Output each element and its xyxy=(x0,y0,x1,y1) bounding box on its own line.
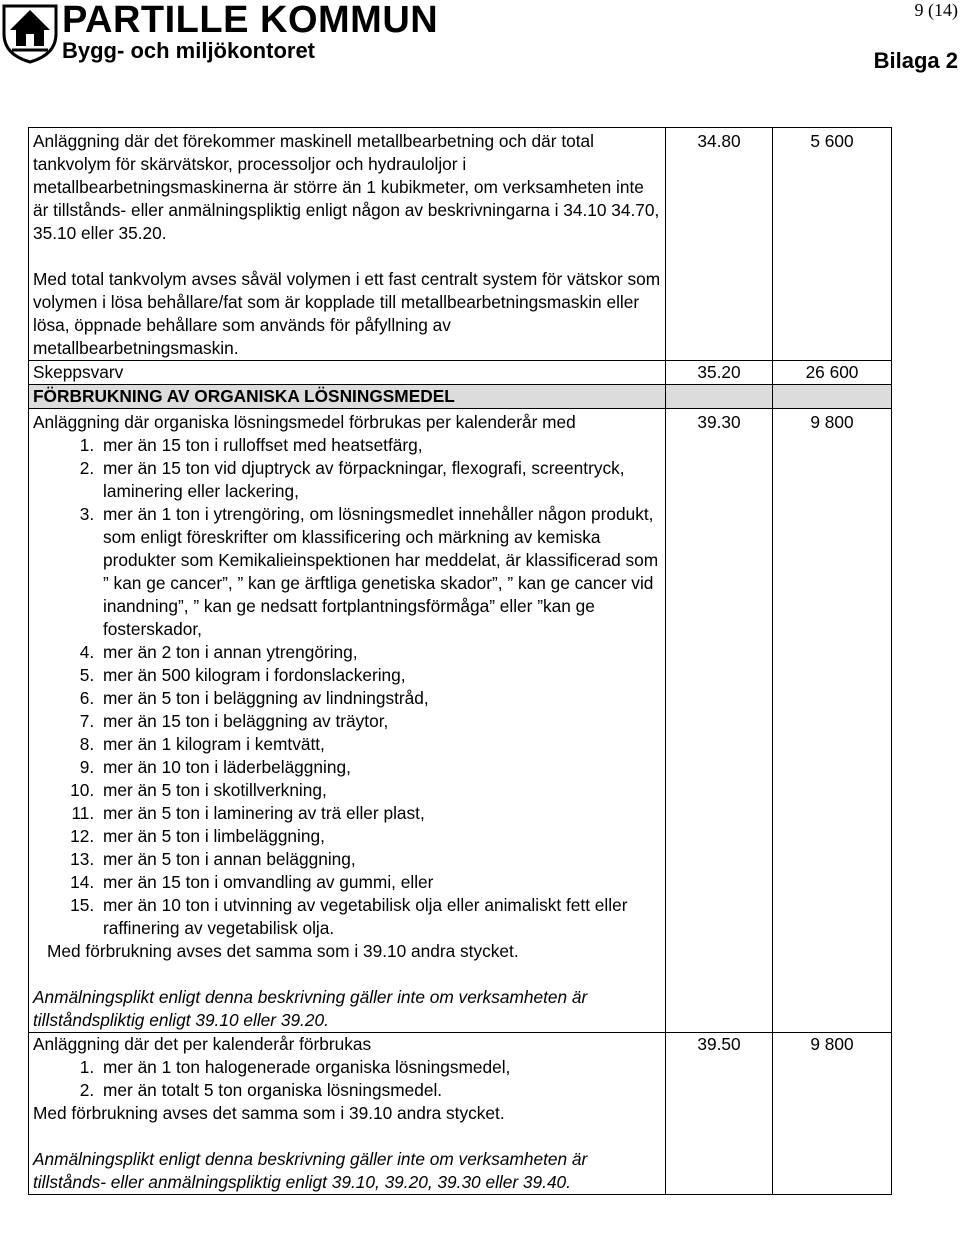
usage-note: Med förbrukning avses det samma som i 39.10 andra stycket. xyxy=(47,941,519,961)
fee-cell: 9 800 xyxy=(773,409,892,1033)
table-row xyxy=(29,128,892,361)
list-item: 7. mer än 15 ton i beläggning av träytor, xyxy=(99,710,661,733)
code-cell xyxy=(666,385,773,409)
table-row xyxy=(29,361,892,385)
list-item: 3. mer än 1 ton i ytrengöring, om lösningsmedlet innehåller någon produkt, som enligt föreskrifter om klassificering och märkning av kemiska produkter som Kemikalieinspektionen har meddelat, är klassificerad som ” kan ge cancer”, ” kan ge ärftliga genetiska skador”, ” kan ge cancer vid inandning”, ” kan ge nedsatt fortplantningsförmåga” eller ”kan ge fosterskador, xyxy=(99,503,661,641)
activity-fee-table xyxy=(28,127,892,1195)
numbered-list xyxy=(33,434,661,940)
list-item: 15. mer än 10 ton i utvinning av vegetabilisk olja eller animaliskt fett eller raffinering av vegetabilisk olja. xyxy=(99,894,661,940)
list-item: 12. mer än 5 ton i limbeläggning, xyxy=(99,825,661,848)
description-paragraph: Anläggning där det förekommer maskinell metallbearbetning och där total tankvolym för skärvätskor, processoljor och hydrauloljor i metallbearbetningsmaskinerna är större än 1 kubikmeter, om verksamheten inte är tillstånds- eller anmälningspliktig enligt någon av beskrivningarna i 34.10 34.70, 35.10 eller 35.20. xyxy=(33,131,660,243)
description-cell: Skeppsvarv xyxy=(29,361,666,385)
code-cell: 35.20 xyxy=(666,361,773,385)
description-cell xyxy=(29,409,666,1033)
list-item: 11. mer än 5 ton i laminering av trä eller plast, xyxy=(99,802,661,825)
section-heading: FÖRBRUKNING AV ORGANISKA LÖSNINGSMEDEL xyxy=(29,385,666,409)
description-paragraph: Med total tankvolym avses såväl volymen i ett fast centralt system för vätskor som volymen i lösa behållare/fat som är kopplade till metallbearbetningsmaskin eller lösa, öppnade behållare som används för påfyllning av metallbearbetningsmaskin. xyxy=(33,269,661,358)
numbered-list xyxy=(33,1056,661,1102)
table-row xyxy=(29,409,892,1033)
section-heading-row xyxy=(29,385,892,409)
list-item: 14. mer än 15 ton i omvandling av gummi, eller xyxy=(99,871,661,894)
table-row xyxy=(29,1033,892,1195)
department-name: Bygg- och miljökontoret xyxy=(62,38,315,63)
page-number: 9 (14) xyxy=(914,0,958,20)
description-cell xyxy=(29,1033,666,1195)
list-item: 2. mer än totalt 5 ton organiska lösningsmedel. xyxy=(99,1079,661,1102)
list-item: 2. mer än 15 ton vid djuptryck av förpackningar, flexografi, screentryck, laminering eller lackering, xyxy=(99,457,661,503)
usage-note: Med förbrukning avses det samma som i 39.10 andra stycket. xyxy=(33,1103,505,1123)
code-cell: 34.80 xyxy=(666,128,773,361)
fee-cell: 26 600 xyxy=(773,361,892,385)
list-item: 1. mer än 15 ton i rulloffset med heatsetfärg, xyxy=(99,434,661,457)
code-cell: 39.30 xyxy=(666,409,773,1033)
description-intro: Anläggning där det per kalenderår förbrukas xyxy=(33,1034,372,1054)
exemption-note: Anmälningsplikt enligt denna beskrivning gäller inte om verksamheten är tillståndspliktig enligt 39.10 eller 39.20. xyxy=(33,987,588,1030)
appendix-label: Bilaga 2 xyxy=(873,48,958,73)
list-item: 1. mer än 1 ton halogenerade organiska lösningsmedel, xyxy=(99,1056,661,1079)
description-intro: Anläggning där organiska lösningsmedel förbrukas per kalenderår med xyxy=(33,412,576,432)
list-item: 8. mer än 1 kilogram i kemtvätt, xyxy=(99,733,661,756)
list-item: 4. mer än 2 ton i annan ytrengöring, xyxy=(99,641,661,664)
list-item: 13. mer än 5 ton i annan beläggning, xyxy=(99,848,661,871)
list-item: 6. mer än 5 ton i beläggning av lindningstråd, xyxy=(99,687,661,710)
org-name: PARTILLE KOMMUN xyxy=(62,0,439,41)
fee-cell: 9 800 xyxy=(773,1033,892,1195)
fee-cell: 5 600 xyxy=(773,128,892,361)
code-cell: 39.50 xyxy=(666,1033,773,1195)
municipal-crest-logo xyxy=(0,0,60,64)
list-item: 5. mer än 500 kilogram i fordonslackering, xyxy=(99,664,661,687)
fee-cell xyxy=(773,385,892,409)
list-item: 10. mer än 5 ton i skotillverkning, xyxy=(99,779,661,802)
list-item: 9. mer än 10 ton i läderbeläggning, xyxy=(99,756,661,779)
exemption-note: Anmälningsplikt enligt denna beskrivning gäller inte om verksamheten är tillstånds- eller anmälningspliktig enligt 39.10, 39.20, 39.30 eller 39.40. xyxy=(33,1149,588,1192)
description-cell xyxy=(29,128,666,361)
